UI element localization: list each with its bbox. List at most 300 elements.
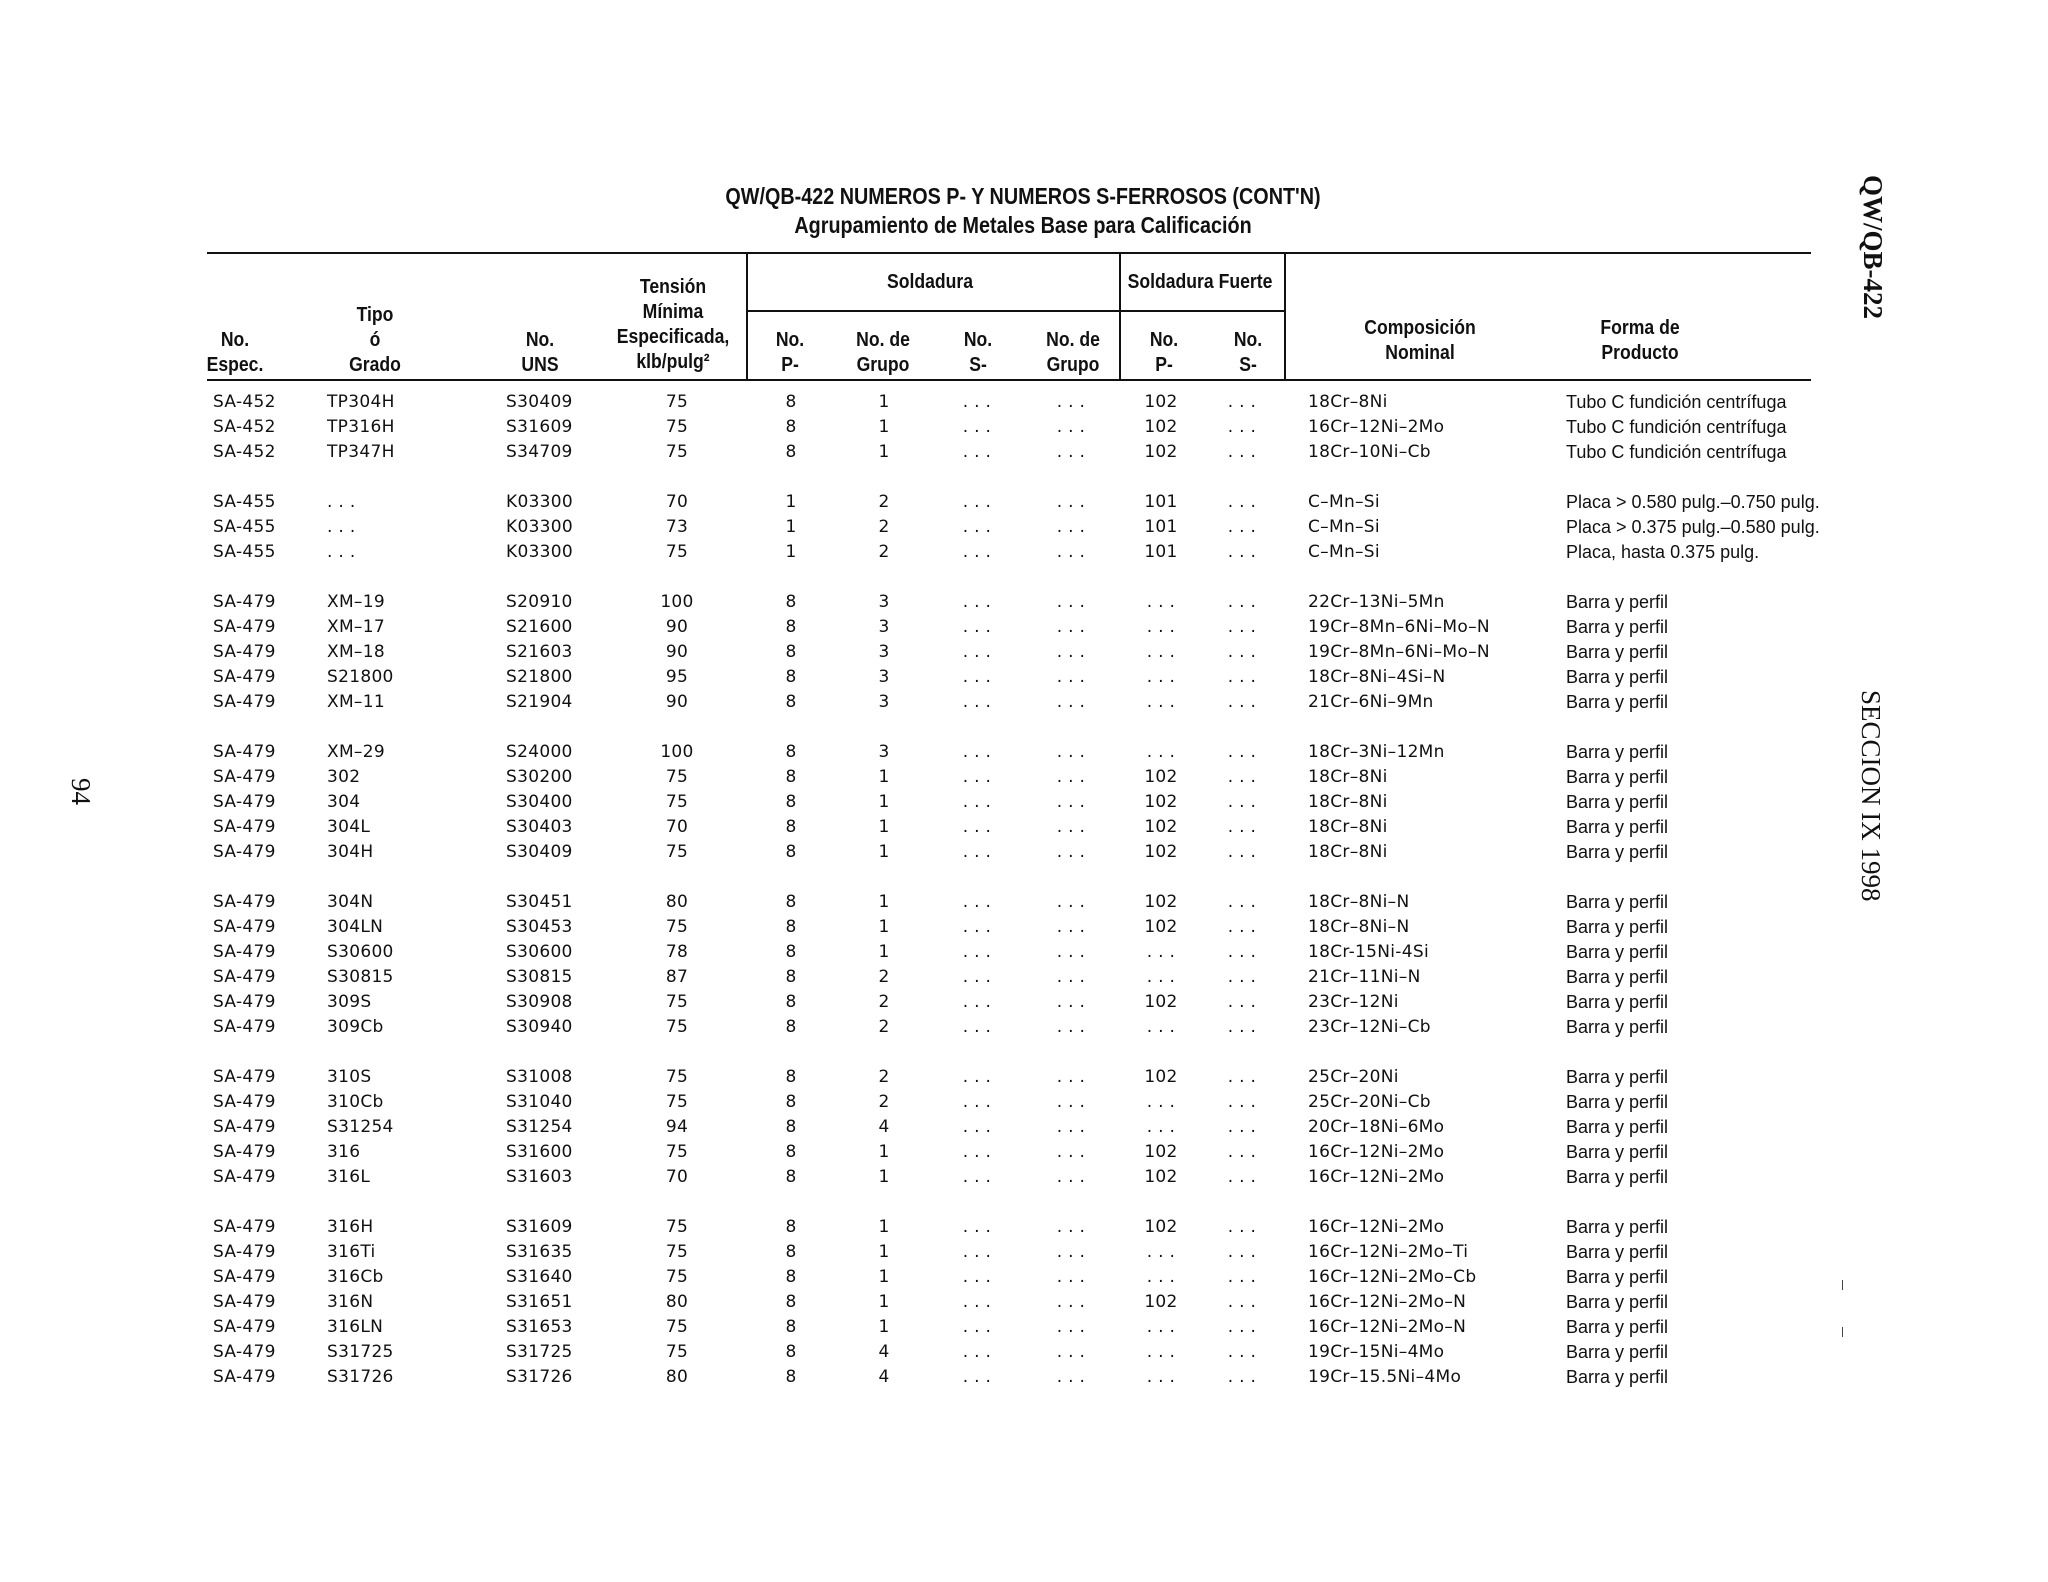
cell-p-group: 1: [878, 417, 890, 437]
header-brazing-p-number: No. P-: [1149, 329, 1179, 376]
cell-brazing-p-number: . . .: [1146, 667, 1176, 687]
header-s-number: No. S-: [963, 329, 993, 376]
cell-s-group: . . .: [1056, 1242, 1086, 1262]
cell-p-number: 8: [785, 1292, 797, 1312]
cell-tension: 75: [665, 1017, 689, 1037]
cell-composition: 16Cr–12Ni–2Mo: [1308, 1217, 1445, 1237]
cell-grade: S30815: [327, 967, 394, 987]
cell-product-form: Tubo C fundición centrífuga: [1566, 417, 1787, 437]
cell-p-number: 8: [785, 692, 797, 712]
cell-p-group: 2: [878, 992, 890, 1012]
cell-p-number: 8: [785, 617, 797, 637]
cell-p-group: 3: [878, 617, 890, 637]
header-type: Tipo ó Grado: [349, 304, 401, 376]
cell-brazing-s-number: . . .: [1227, 1367, 1257, 1387]
cell-uns: S21904: [506, 692, 573, 712]
cell-product-form: Barra y perfil: [1566, 767, 1669, 787]
cell-composition: C–Mn–Si: [1308, 517, 1380, 537]
cell-uns: S31651: [506, 1292, 573, 1312]
cell-product-form: Barra y perfil: [1566, 1317, 1669, 1337]
header-composition: Composición Nominal: [1364, 317, 1476, 364]
cell-s-group: . . .: [1056, 817, 1086, 837]
cell-brazing-s-number: . . .: [1227, 1142, 1257, 1162]
cell-product-form: Barra y perfil: [1566, 592, 1669, 612]
cell-p-number: 8: [785, 992, 797, 1012]
table-row: [0, 390, 2048, 415]
cell-grade: TP347H: [327, 442, 395, 462]
cell-composition: C–Mn–Si: [1308, 492, 1380, 512]
cell-tension: 75: [665, 992, 689, 1012]
header-product-form: Forma de Producto: [1600, 317, 1680, 364]
cell-spec: SA-479: [213, 642, 276, 662]
cell-spec: SA-479: [213, 667, 276, 687]
table-row: [0, 490, 2048, 515]
cell-product-form: Barra y perfil: [1566, 817, 1669, 837]
cell-grade: TP316H: [327, 417, 395, 437]
cell-p-group: 2: [878, 1092, 890, 1112]
header-soldadura-fuerte: Soldadura Fuerte: [1127, 271, 1273, 293]
cell-tension: 95: [665, 667, 689, 687]
cell-tension: 75: [665, 1092, 689, 1112]
cell-brazing-s-number: . . .: [1227, 592, 1257, 612]
cell-grade: 304LN: [327, 917, 384, 937]
cell-composition: 23Cr–12Ni: [1308, 992, 1399, 1012]
cell-product-form: Barra y perfil: [1566, 842, 1669, 862]
table-row: [0, 590, 2048, 615]
cell-composition: 18Cr–10Ni–Cb: [1308, 442, 1431, 462]
cell-brazing-s-number: . . .: [1227, 1067, 1257, 1087]
cell-product-form: Barra y perfil: [1566, 692, 1669, 712]
table-row: [0, 890, 2048, 915]
cell-composition: 18Cr–8Ni: [1308, 767, 1388, 787]
cell-s-group: . . .: [1056, 1142, 1086, 1162]
cell-tension: 90: [665, 642, 689, 662]
table-row: [0, 1090, 2048, 1115]
cell-s-group: . . .: [1056, 667, 1086, 687]
cell-spec: SA-479: [213, 1267, 276, 1287]
cell-p-group: 1: [878, 1267, 890, 1287]
cell-s-number: . . .: [962, 1067, 992, 1087]
cell-p-number: 8: [785, 842, 797, 862]
cell-p-number: 8: [785, 967, 797, 987]
cell-brazing-s-number: . . .: [1227, 1317, 1257, 1337]
cell-spec: SA-455: [213, 492, 276, 512]
cell-uns: S20910: [506, 592, 573, 612]
table-row: [0, 840, 2048, 865]
cell-grade: XM–19: [327, 592, 385, 612]
cell-s-number: . . .: [962, 617, 992, 637]
cell-grade: 304: [327, 792, 361, 812]
cell-grade: 304N: [327, 892, 374, 912]
table-row: [0, 815, 2048, 840]
cell-grade: S30600: [327, 942, 394, 962]
cell-s-number: . . .: [962, 892, 992, 912]
cell-composition: 18Cr–8Ni: [1308, 817, 1388, 837]
cell-p-group: 1: [878, 842, 890, 862]
cell-p-group: 3: [878, 742, 890, 762]
table-row: [0, 765, 2048, 790]
cell-product-form: Tubo C fundición centrífuga: [1566, 442, 1787, 462]
table-row: [0, 1365, 2048, 1390]
cell-p-number: 8: [785, 667, 797, 687]
table-row: [0, 1065, 2048, 1090]
cell-p-number: 8: [785, 742, 797, 762]
cell-tension: 80: [665, 1367, 689, 1387]
cell-uns: S30600: [506, 942, 573, 962]
cell-product-form: Barra y perfil: [1566, 742, 1669, 762]
cell-spec: SA-479: [213, 992, 276, 1012]
header-uns: No. UNS: [521, 329, 559, 376]
cell-grade: 316N: [327, 1292, 374, 1312]
cell-product-form: Barra y perfil: [1566, 1267, 1669, 1287]
cell-s-group: . . .: [1056, 1217, 1086, 1237]
cell-composition: 16Cr–12Ni–2Mo–Cb: [1308, 1267, 1477, 1287]
cell-tension: 70: [665, 817, 689, 837]
cell-composition: 16Cr–12Ni–2Mo: [1308, 417, 1445, 437]
cell-brazing-p-number: 102: [1144, 417, 1178, 437]
cell-brazing-p-number: 102: [1144, 1292, 1178, 1312]
table-row: [0, 990, 2048, 1015]
table-row: [0, 640, 2048, 665]
cell-tension: 75: [665, 1342, 689, 1362]
cell-spec: SA-479: [213, 1092, 276, 1112]
cell-p-group: 2: [878, 517, 890, 537]
cell-s-group: . . .: [1056, 392, 1086, 412]
cell-p-number: 8: [785, 1092, 797, 1112]
cell-brazing-p-number: 102: [1144, 817, 1178, 837]
cell-p-group: 2: [878, 967, 890, 987]
cell-brazing-p-number: . . .: [1146, 967, 1176, 987]
cell-s-number: . . .: [962, 1242, 992, 1262]
cell-s-group: . . .: [1056, 542, 1086, 562]
cell-s-group: . . .: [1056, 992, 1086, 1012]
cell-composition: 19Cr–15.5Ni–4Mo: [1308, 1367, 1462, 1387]
cell-tension: 75: [665, 767, 689, 787]
cell-p-number: 8: [785, 917, 797, 937]
cell-p-group: 1: [878, 392, 890, 412]
header-soldadura: Soldadura: [886, 271, 974, 293]
cell-s-number: . . .: [962, 1267, 992, 1287]
cell-brazing-s-number: . . .: [1227, 1267, 1257, 1287]
cell-spec: SA-452: [213, 417, 276, 437]
cell-product-form: Barra y perfil: [1566, 1367, 1669, 1387]
cell-s-group: . . .: [1056, 1267, 1086, 1287]
cell-brazing-s-number: . . .: [1227, 642, 1257, 662]
cell-brazing-p-number: . . .: [1146, 1317, 1176, 1337]
cell-composition: 16Cr–12Ni–2Mo–N: [1308, 1292, 1467, 1312]
cell-s-group: . . .: [1056, 442, 1086, 462]
cell-tension: 75: [665, 1267, 689, 1287]
cell-brazing-p-number: 101: [1144, 492, 1178, 512]
cell-grade: 316Ti: [327, 1242, 376, 1262]
cell-tension: 87: [665, 967, 689, 987]
cell-composition: 16Cr–12Ni–2Mo: [1308, 1167, 1445, 1187]
table-row: [0, 915, 2048, 940]
page-number: 94: [66, 778, 96, 805]
cell-uns: S30409: [506, 842, 573, 862]
cell-composition: 16Cr–12Ni–2Mo–N: [1308, 1317, 1467, 1337]
cell-brazing-s-number: . . .: [1227, 1117, 1257, 1137]
cell-spec: SA-479: [213, 1242, 276, 1262]
cell-composition: 21Cr–11Ni–N: [1308, 967, 1421, 987]
page-title: [142, 182, 1903, 240]
cell-p-number: 8: [785, 592, 797, 612]
cell-s-number: . . .: [962, 1317, 992, 1337]
cell-p-group: 3: [878, 692, 890, 712]
cell-brazing-p-number: 102: [1144, 767, 1178, 787]
cell-p-number: 8: [785, 792, 797, 812]
cell-uns: S30815: [506, 967, 573, 987]
cell-composition: C–Mn–Si: [1308, 542, 1380, 562]
cell-tension: 70: [665, 492, 689, 512]
cell-uns: S31726: [506, 1367, 573, 1387]
cell-product-form: Barra y perfil: [1566, 1092, 1669, 1112]
cell-product-form: Placa, hasta 0.375 pulg.: [1566, 542, 1760, 562]
cell-brazing-s-number: . . .: [1227, 617, 1257, 637]
cell-composition: 16Cr–12Ni–2Mo–Ti: [1308, 1242, 1469, 1262]
cell-brazing-p-number: 102: [1144, 917, 1178, 937]
cell-p-group: 4: [878, 1342, 890, 1362]
cell-composition: 18Cr–8Ni–4Si–N: [1308, 667, 1446, 687]
cell-product-form: Barra y perfil: [1566, 942, 1669, 962]
cell-s-number: . . .: [962, 1142, 992, 1162]
group-underline: [747, 310, 1285, 312]
cell-composition: 19Cr–8Mn–6Ni–Mo–N: [1308, 642, 1490, 662]
cell-uns: S21800: [506, 667, 573, 687]
cell-brazing-p-number: 102: [1144, 842, 1178, 862]
table-row: [0, 665, 2048, 690]
header-brazing-s-number: No. S-: [1233, 329, 1263, 376]
cell-spec: SA-479: [213, 842, 276, 862]
cell-uns: S31725: [506, 1342, 573, 1362]
cell-composition: 16Cr–12Ni–2Mo: [1308, 1142, 1445, 1162]
header-s-group: No. de Grupo: [1046, 329, 1100, 376]
cell-s-number: . . .: [962, 442, 992, 462]
title-line-2: Agrupamiento de Metales Base para Calificación: [794, 212, 1252, 238]
cell-composition: 20Cr–18Ni–6Mo: [1308, 1117, 1445, 1137]
cell-brazing-p-number: 102: [1144, 792, 1178, 812]
cell-brazing-p-number: 102: [1144, 1067, 1178, 1087]
cell-spec: SA-479: [213, 1167, 276, 1187]
cell-s-number: . . .: [962, 817, 992, 837]
cell-spec: SA-479: [213, 692, 276, 712]
title-line-1: QW/QB-422 NUMEROS P- Y NUMEROS S-FERROSOS (CONT'N): [725, 183, 1321, 209]
table-row: [0, 1015, 2048, 1040]
cell-p-group: 4: [878, 1367, 890, 1387]
cell-s-group: . . .: [1056, 642, 1086, 662]
cell-p-number: 8: [785, 1142, 797, 1162]
cell-p-group: 1: [878, 1167, 890, 1187]
cell-brazing-s-number: . . .: [1227, 842, 1257, 862]
cell-p-group: 1: [878, 792, 890, 812]
cell-grade: . . .: [327, 492, 356, 512]
cell-composition: 18Cr–8Ni: [1308, 842, 1388, 862]
cell-uns: S30940: [506, 1017, 573, 1037]
cell-product-form: Barra y perfil: [1566, 1167, 1669, 1187]
cell-grade: 316LN: [327, 1317, 384, 1337]
cell-tension: 75: [665, 542, 689, 562]
change-bar: [1842, 1280, 1843, 1290]
cell-s-group: . . .: [1056, 942, 1086, 962]
cell-s-group: . . .: [1056, 742, 1086, 762]
cell-p-number: 8: [785, 442, 797, 462]
cell-brazing-s-number: . . .: [1227, 542, 1257, 562]
cell-brazing-s-number: . . .: [1227, 1167, 1257, 1187]
cell-s-number: . . .: [962, 1117, 992, 1137]
cell-tension: 75: [665, 1142, 689, 1162]
cell-uns: S30409: [506, 392, 573, 412]
cell-s-group: . . .: [1056, 917, 1086, 937]
cell-tension: 73: [665, 517, 689, 537]
table-row: [0, 1165, 2048, 1190]
cell-brazing-p-number: . . .: [1146, 692, 1176, 712]
cell-s-group: . . .: [1056, 492, 1086, 512]
cell-s-number: . . .: [962, 1167, 992, 1187]
cell-product-form: Barra y perfil: [1566, 1017, 1669, 1037]
cell-s-number: . . .: [962, 942, 992, 962]
cell-spec: SA-452: [213, 392, 276, 412]
cell-grade: S31726: [327, 1367, 394, 1387]
cell-tension: 100: [660, 592, 694, 612]
cell-brazing-s-number: . . .: [1227, 392, 1257, 412]
table-row: [0, 1315, 2048, 1340]
cell-p-group: 2: [878, 1067, 890, 1087]
header-p-group: No. de Grupo: [856, 329, 910, 376]
cell-p-group: 1: [878, 1242, 890, 1262]
cell-composition: 25Cr–20Ni–Cb: [1308, 1092, 1431, 1112]
cell-tension: 100: [660, 742, 694, 762]
cell-brazing-s-number: . . .: [1227, 742, 1257, 762]
cell-uns: K03300: [506, 492, 574, 512]
cell-s-number: . . .: [962, 1342, 992, 1362]
cell-brazing-s-number: . . .: [1227, 517, 1257, 537]
cell-s-group: . . .: [1056, 1292, 1086, 1312]
cell-brazing-s-number: . . .: [1227, 792, 1257, 812]
cell-grade: 310Cb: [327, 1092, 384, 1112]
cell-uns: S31635: [506, 1242, 573, 1262]
cell-spec: SA-479: [213, 1142, 276, 1162]
cell-grade: 309S: [327, 992, 372, 1012]
cell-grade: S31254: [327, 1117, 394, 1137]
cell-p-group: 3: [878, 667, 890, 687]
cell-p-number: 8: [785, 1317, 797, 1337]
cell-tension: 75: [665, 917, 689, 937]
cell-product-form: Barra y perfil: [1566, 1117, 1669, 1137]
cell-brazing-s-number: . . .: [1227, 692, 1257, 712]
cell-uns: S31040: [506, 1092, 573, 1112]
cell-brazing-p-number: 102: [1144, 1142, 1178, 1162]
cell-brazing-s-number: . . .: [1227, 917, 1257, 937]
cell-p-group: 2: [878, 1017, 890, 1037]
cell-brazing-s-number: . . .: [1227, 1092, 1257, 1112]
table-row: [0, 540, 2048, 565]
cell-product-form: Barra y perfil: [1566, 1292, 1669, 1312]
cell-brazing-p-number: . . .: [1146, 592, 1176, 612]
cell-brazing-s-number: . . .: [1227, 892, 1257, 912]
cell-p-number: 8: [785, 1367, 797, 1387]
cell-spec: SA-452: [213, 442, 276, 462]
cell-product-form: Barra y perfil: [1566, 1342, 1669, 1362]
cell-tension: 90: [665, 617, 689, 637]
cell-p-group: 1: [878, 892, 890, 912]
cell-spec: SA-479: [213, 1317, 276, 1337]
cell-spec: SA-479: [213, 1117, 276, 1137]
cell-uns: S30200: [506, 767, 573, 787]
cell-p-number: 8: [785, 1217, 797, 1237]
cell-uns: S31603: [506, 1167, 573, 1187]
cell-grade: 310S: [327, 1067, 372, 1087]
cell-tension: 80: [665, 892, 689, 912]
cell-composition: 18Cr–3Ni–12Mn: [1308, 742, 1445, 762]
cell-tension: 90: [665, 692, 689, 712]
cell-brazing-s-number: . . .: [1227, 1292, 1257, 1312]
cell-product-form: Barra y perfil: [1566, 617, 1669, 637]
cell-grade: 316H: [327, 1217, 374, 1237]
cell-s-group: . . .: [1056, 692, 1086, 712]
table-row: [0, 1240, 2048, 1265]
cell-p-number: 8: [785, 642, 797, 662]
cell-spec: SA-479: [213, 817, 276, 837]
cell-p-group: 1: [878, 1217, 890, 1237]
cell-product-form: Barra y perfil: [1566, 967, 1669, 987]
cell-s-number: . . .: [962, 1292, 992, 1312]
cell-brazing-s-number: . . .: [1227, 1217, 1257, 1237]
cell-product-form: Barra y perfil: [1566, 892, 1669, 912]
table-row: [0, 690, 2048, 715]
cell-product-form: Tubo C fundición centrífuga: [1566, 392, 1787, 412]
cell-brazing-s-number: . . .: [1227, 417, 1257, 437]
cell-s-group: . . .: [1056, 792, 1086, 812]
cell-product-form: Barra y perfil: [1566, 1242, 1669, 1262]
cell-tension: 75: [665, 417, 689, 437]
cell-s-number: . . .: [962, 967, 992, 987]
cell-spec: SA-479: [213, 967, 276, 987]
cell-p-number: 8: [785, 767, 797, 787]
cell-s-group: . . .: [1056, 1342, 1086, 1362]
divider-right: [1284, 253, 1286, 380]
cell-spec: SA-479: [213, 1292, 276, 1312]
cell-p-group: 4: [878, 1117, 890, 1137]
table-row: [0, 515, 2048, 540]
cell-brazing-p-number: 102: [1144, 992, 1178, 1012]
cell-p-group: 1: [878, 1292, 890, 1312]
cell-p-group: 1: [878, 767, 890, 787]
cell-s-group: . . .: [1056, 617, 1086, 637]
cell-spec: SA-479: [213, 917, 276, 937]
cell-brazing-s-number: . . .: [1227, 1017, 1257, 1037]
cell-composition: 25Cr–20Ni: [1308, 1067, 1399, 1087]
cell-tension: 94: [665, 1117, 689, 1137]
cell-s-number: . . .: [962, 1367, 992, 1387]
cell-s-number: . . .: [962, 792, 992, 812]
table-row: [0, 1115, 2048, 1140]
cell-p-number: 8: [785, 1267, 797, 1287]
cell-p-group: 3: [878, 642, 890, 662]
cell-brazing-p-number: . . .: [1146, 1117, 1176, 1137]
cell-spec: SA-479: [213, 1017, 276, 1037]
cell-spec: SA-479: [213, 617, 276, 637]
cell-s-number: . . .: [962, 992, 992, 1012]
top-rule: [207, 252, 1811, 254]
header-bottom-rule: [207, 379, 1811, 381]
cell-grade: XM–17: [327, 617, 385, 637]
cell-s-number: . . .: [962, 742, 992, 762]
cell-tension: 75: [665, 842, 689, 862]
header-tension: Tensión Mínima Especificada, klb/pulg²: [616, 276, 730, 373]
header-p-number: No. P-: [775, 329, 805, 376]
cell-p-group: 1: [878, 942, 890, 962]
cell-uns: S34709: [506, 442, 573, 462]
